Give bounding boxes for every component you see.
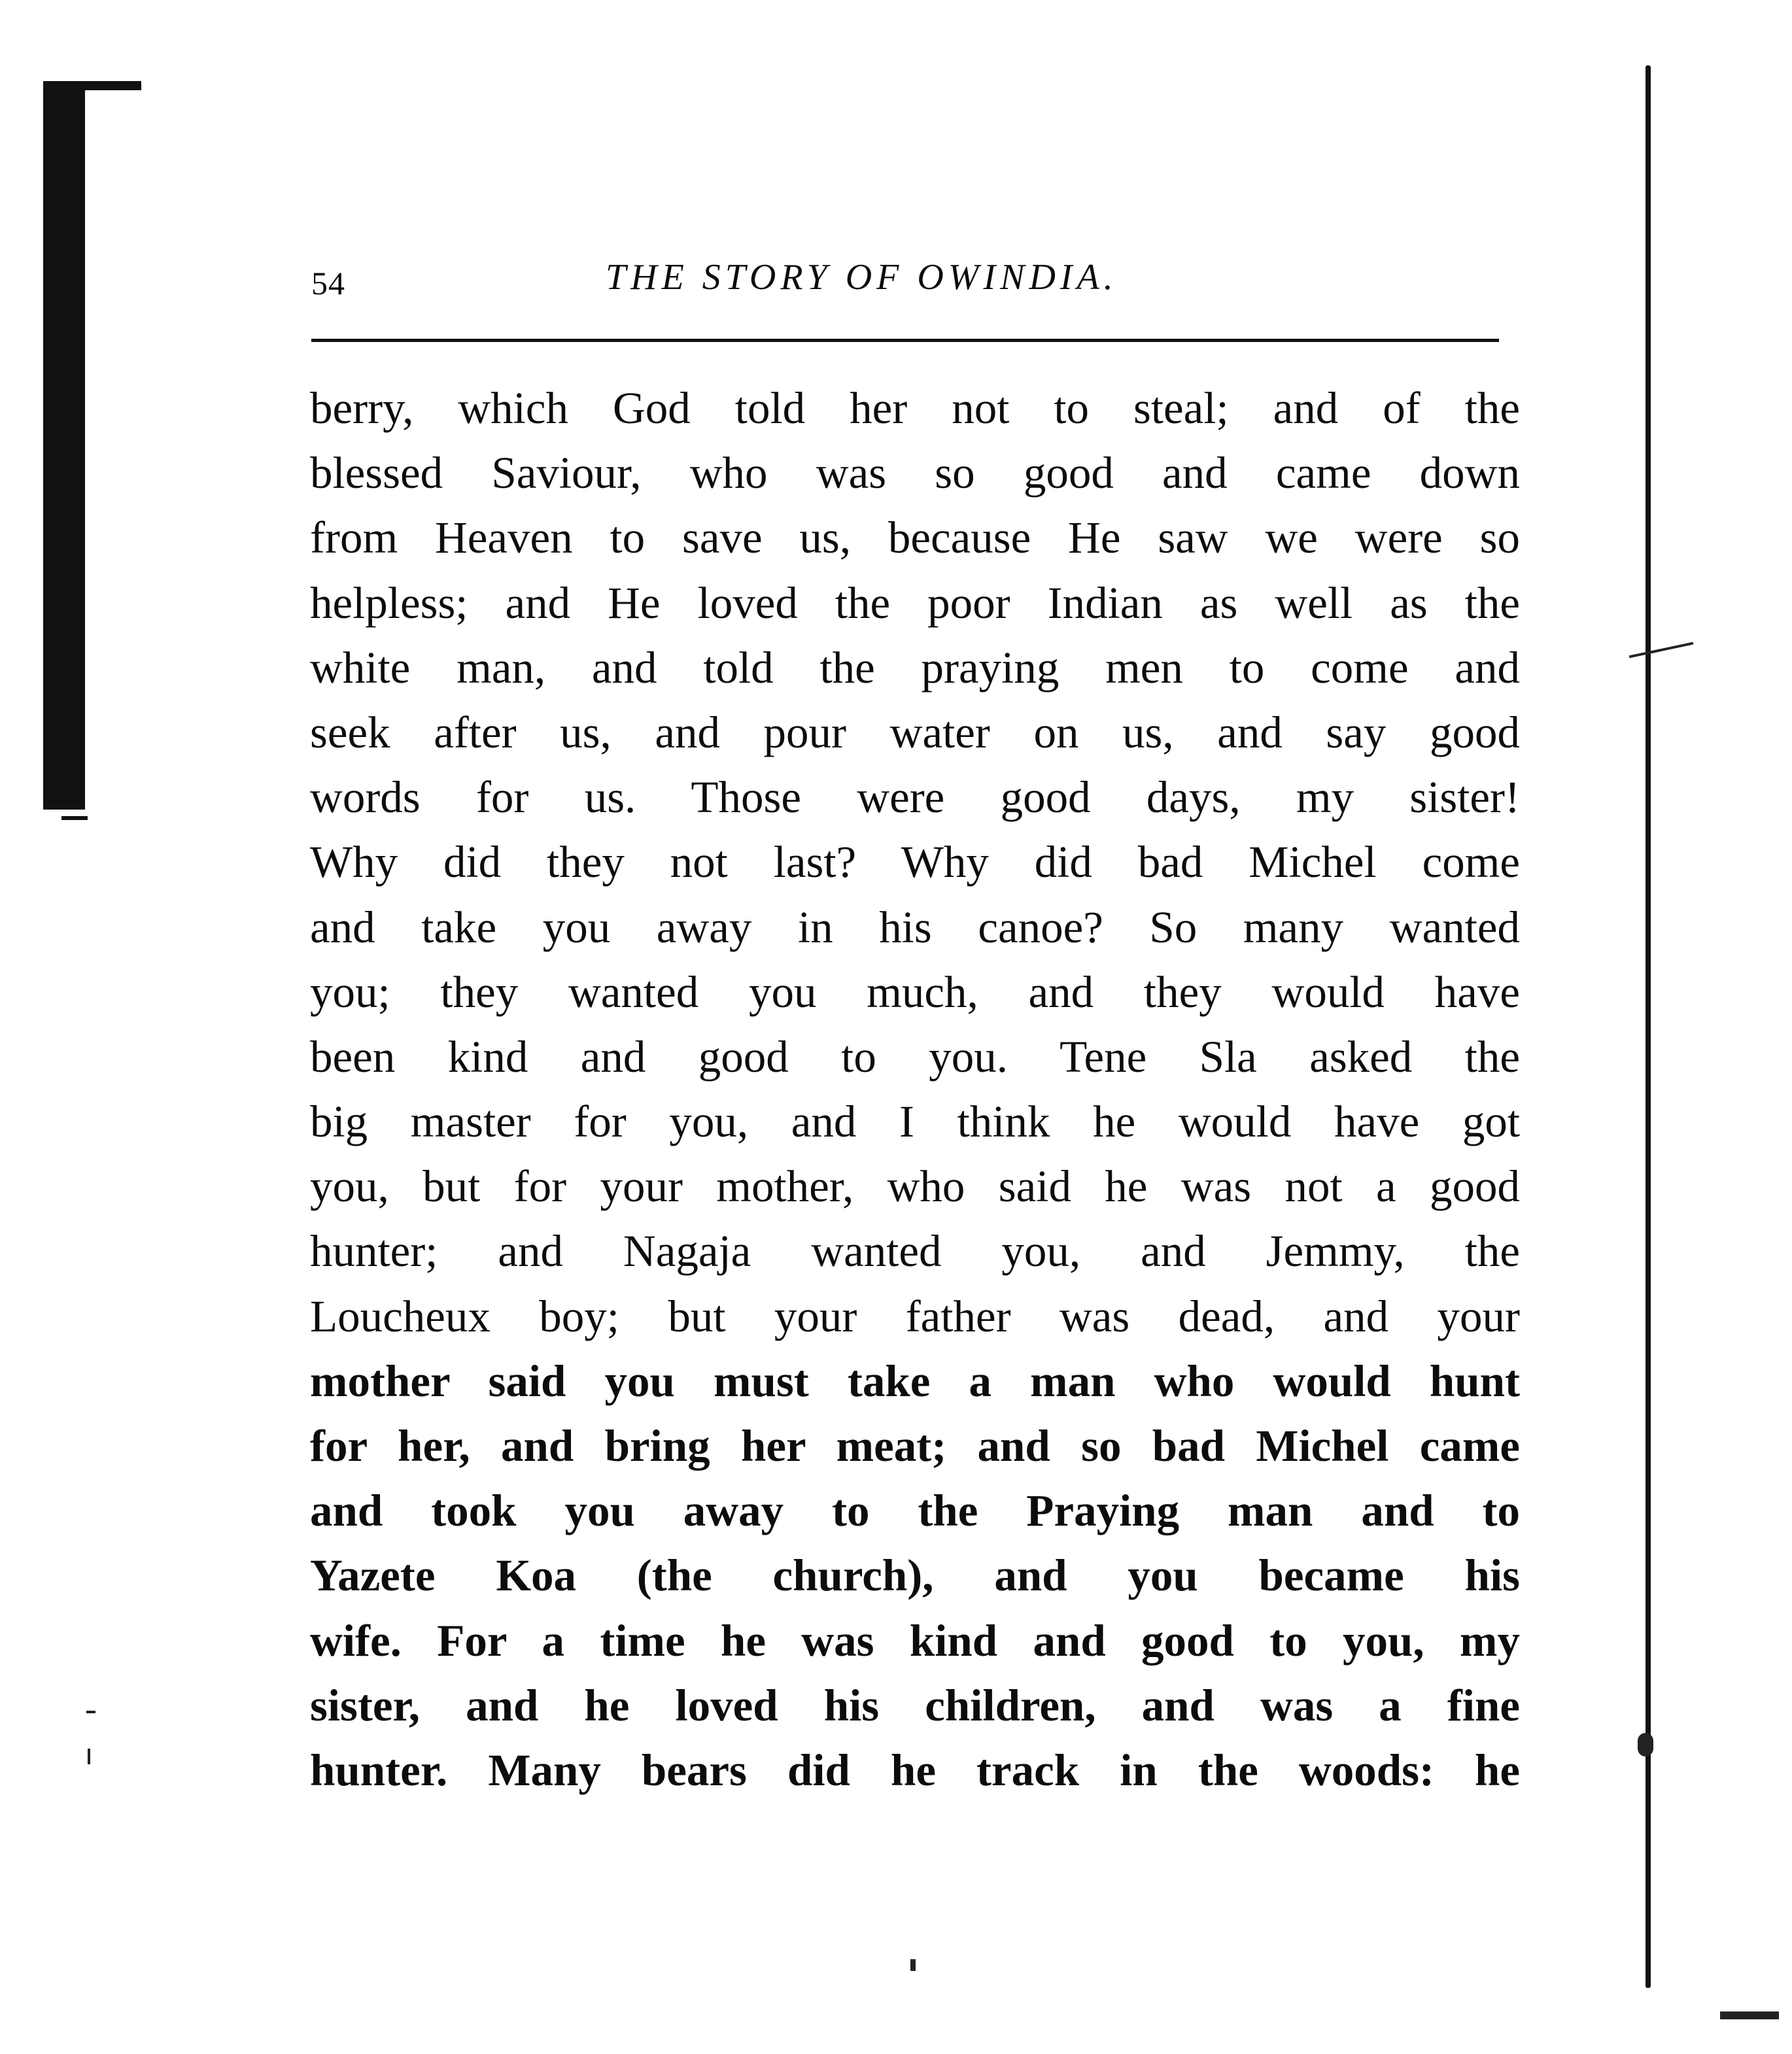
text-line: been kind and good to you. Tene Sla asked the (310, 1031, 1520, 1082)
running-title: THE STORY OF OWINDIA. (606, 257, 1118, 298)
header-rule (311, 339, 1499, 342)
text-line: white man, and told the praying men to come and (310, 642, 1520, 693)
text-line: you; they wanted you much, and they would have (310, 967, 1520, 1017)
text-line: big master for you, and I think he would have got (310, 1097, 1520, 1147)
text-line: berry, which God told her not to steal; and of the (310, 383, 1520, 433)
scan-mark (86, 1711, 95, 1713)
text-line: mother said you must take a man who would hunt (310, 1356, 1520, 1406)
text-line: hunter. Many bears did he track in the woods: he (310, 1745, 1520, 1795)
scan-mark (910, 1959, 916, 1971)
binding-edge-tick (61, 816, 88, 820)
scan-mark (1638, 1733, 1653, 1756)
text-line: and took you away to the Praying man and to (310, 1486, 1520, 1536)
text-line: helpless; and He loved the poor Indian as well as the (310, 577, 1520, 628)
right-margin-line (1646, 65, 1651, 1988)
scan-mark (88, 1749, 90, 1764)
text-line: for her, and bring her meat; and so bad Michel came (310, 1421, 1520, 1471)
binding-edge-bar (43, 84, 85, 810)
text-line: Yazete Koa (the church), and you became his (310, 1550, 1520, 1601)
text-line: you, but for your mother, who said he was not a good (310, 1161, 1520, 1212)
text-line: blessed Saviour, who was so good and came down (310, 448, 1520, 498)
page-number: 54 (311, 265, 345, 301)
scan-mark (1629, 642, 1694, 659)
text-line: sister, and he loved his children, and was a fine (310, 1680, 1520, 1730)
scan-mark (1720, 2011, 1779, 2019)
text-line: from Heaven to save us, because He saw we were so (310, 513, 1520, 563)
running-head (311, 256, 1502, 309)
text-line: wife. For a time he was kind and good to you, my (310, 1615, 1520, 1666)
body-text (310, 376, 1520, 1803)
text-line: seek after us, and pour water on us, and say good (310, 707, 1520, 757)
text-line: words for us. Those were good days, my sister! (310, 772, 1520, 823)
text-line: and take you away in his canoe? So many wanted (310, 902, 1520, 952)
text-line: hunter; and Nagaja wanted you, and Jemmy, the (310, 1226, 1520, 1276)
text-line: Why did they not last? Why did bad Michel come (310, 837, 1520, 887)
text-line: Loucheux boy; but your father was dead, and your (310, 1291, 1520, 1341)
